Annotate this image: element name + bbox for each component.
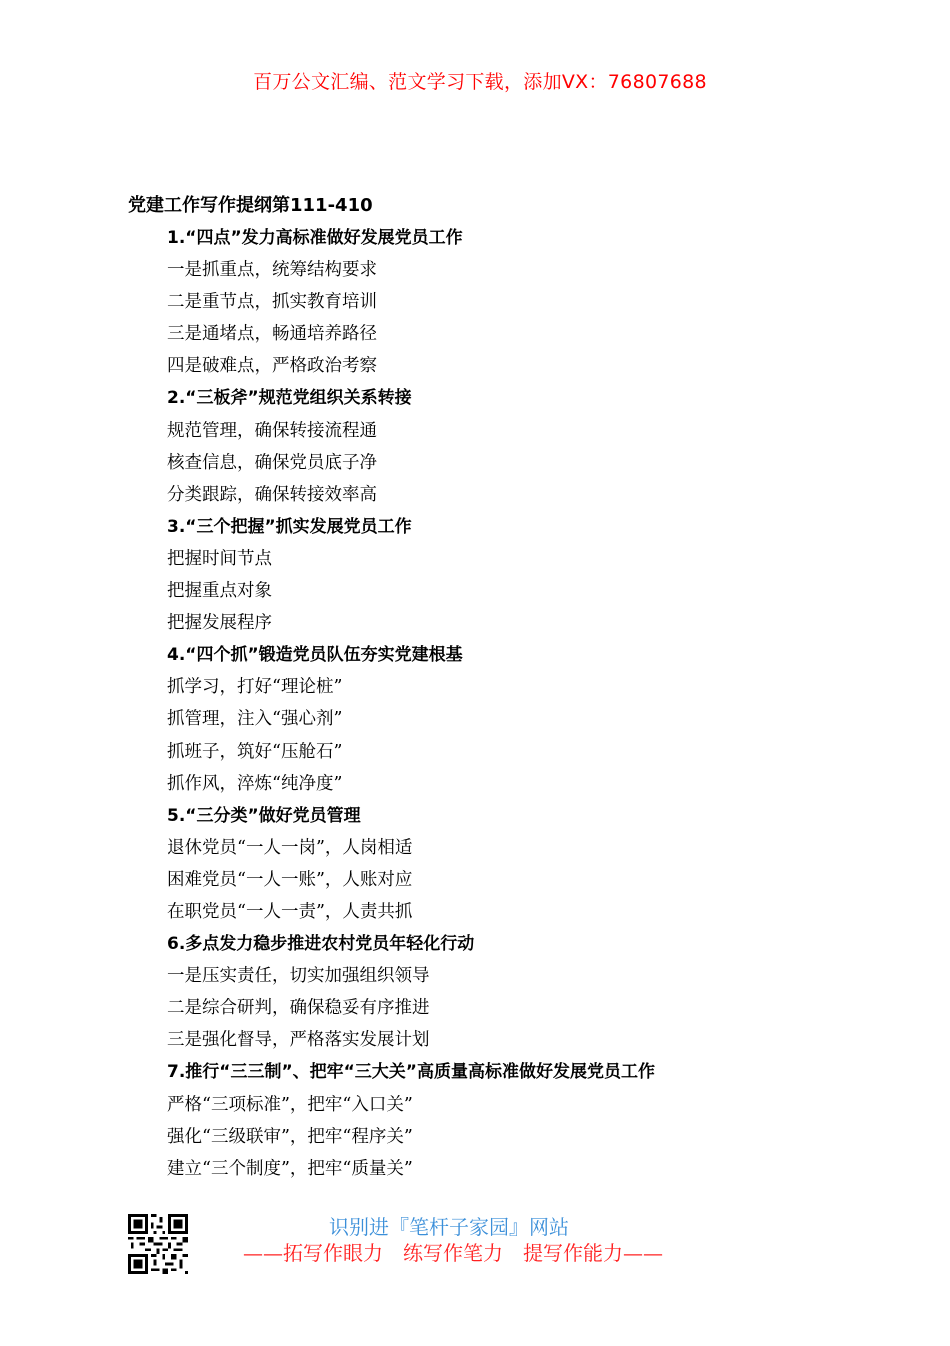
outline-item: 强化“三级联审”，把牢“程序关” — [167, 1126, 413, 1147]
outline-item: 三是强化督导，严格落实发展计划 — [167, 1030, 430, 1051]
outline-list — [167, 225, 867, 1188]
outline-item: 规范管理，确保转接流程通 — [167, 420, 377, 441]
section-heading: 6.多点发力稳步推进农村党员年轻化行动 — [167, 934, 475, 955]
outline-item: 抓管理，注入“强心剂” — [167, 709, 343, 730]
outline-item: 三是通堵点，畅通培养路径 — [167, 324, 377, 345]
outline-item: 二是重节点，抓实教育培训 — [167, 292, 377, 313]
outline-item: 抓学习，打好“理论桩” — [167, 677, 343, 698]
outline-item: 退休党员“一人一岗”，人岗相适 — [167, 837, 413, 858]
outline-item: 一是抓重点，统筹结构要求 — [167, 260, 377, 281]
qr-code-icon — [128, 1214, 188, 1274]
section-heading: 3.“三个把握”抓实发展党员工作 — [167, 516, 412, 537]
outline-item: 抓班子，筑好“压舱石” — [167, 741, 343, 762]
outline-item: 建立“三个制度”，把牢“质量关” — [167, 1158, 413, 1179]
section-heading: 7.推行“三三制”、把牢“三大关”高质量高标准做好发展党员工作 — [167, 1062, 655, 1083]
section-heading: 5.“三分类”做好党员管理 — [167, 805, 361, 826]
outline-item: 严格“三项标准”，把牢“入口关” — [167, 1094, 413, 1115]
outline-item: 分类跟踪，确保转接效率高 — [167, 484, 377, 505]
document-title: 党建工作写作提纲第111-410 — [128, 195, 373, 216]
outline-item: 四是破难点，严格政治考察 — [167, 356, 377, 377]
outline-item: 把握发展程序 — [167, 613, 272, 634]
section-heading: 1.“四点”发力高标准做好发展党员工作 — [167, 228, 463, 248]
outline-item: 把握时间节点 — [167, 548, 272, 569]
outline-item: 二是综合研判，确保稳妥有序推进 — [167, 998, 430, 1019]
outline-item: 把握重点对象 — [167, 581, 272, 602]
section-heading: 4.“四个抓”锻造党员队伍夯实党建根基 — [167, 645, 463, 666]
outline-item: 在职党员“一人一责”，人责共抓 — [167, 901, 413, 922]
outline-item: 困难党员“一人一账”，人账对应 — [167, 869, 413, 890]
footer-site-text: 识别进『笔杆子家园』网站 — [329, 1215, 569, 1239]
outline-item: 核查信息，确保党员底子净 — [167, 452, 377, 473]
outline-item: 抓作风，淬炼“纯净度” — [167, 773, 343, 794]
header-note: 百万公文汇编、范文学习下载，添加VX：76807688 — [253, 71, 707, 93]
section-heading: 2.“三板斧”规范党组织关系转接 — [167, 388, 412, 409]
footer-slogan: ——拓写作眼力 练写作笔力 提写作能力—— — [243, 1241, 663, 1265]
outline-item: 一是压实责任，切实加强组织领导 — [167, 966, 430, 987]
